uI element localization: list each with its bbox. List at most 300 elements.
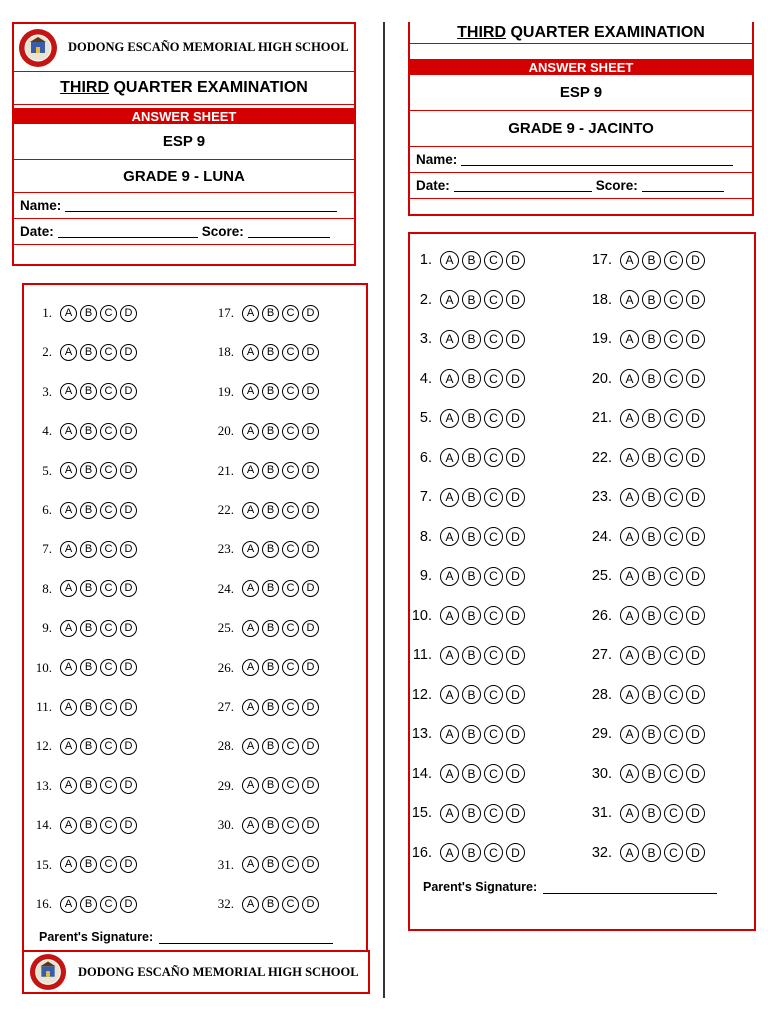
answer-bubble-d[interactable]: D <box>302 580 319 597</box>
answer-bubble-a[interactable]: A <box>620 290 639 309</box>
question-number: 21. <box>591 410 612 426</box>
answer-bubble-b[interactable]: B <box>80 896 97 913</box>
answer-bubble-a[interactable]: A <box>242 344 259 361</box>
answer-bubble-c[interactable]: C <box>484 567 503 586</box>
question-number: 2. <box>419 291 432 308</box>
answer-bubble-d[interactable]: D <box>686 567 705 586</box>
answer-bubble-a[interactable]: A <box>440 764 459 783</box>
answer-bubble-d[interactable]: D <box>686 330 705 349</box>
question-number: 8. <box>42 580 52 596</box>
right-gap-row <box>410 44 752 60</box>
answer-bubble-c[interactable]: C <box>282 620 299 637</box>
answer-bubble-a[interactable]: A <box>242 580 259 597</box>
answer-bubble-b[interactable]: B <box>462 804 481 823</box>
date-line[interactable] <box>58 225 198 238</box>
answer-bubble-d[interactable]: D <box>506 251 525 270</box>
answer-bubble-a[interactable]: A <box>60 502 77 519</box>
answer-bubble-c[interactable]: C <box>484 764 503 783</box>
answer-bubble-b[interactable]: B <box>462 290 481 309</box>
question-row <box>206 775 319 797</box>
answer-bubble-b[interactable]: B <box>80 738 97 755</box>
answer-bubble-c[interactable]: C <box>484 251 503 270</box>
answer-bubble-c[interactable]: C <box>664 448 683 467</box>
answer-bubble-c[interactable]: C <box>282 383 299 400</box>
answer-bubble-d[interactable]: D <box>506 527 525 546</box>
answer-bubble-b[interactable]: B <box>462 251 481 270</box>
answer-bubble-b[interactable]: B <box>80 383 97 400</box>
answer-bubble-d[interactable]: D <box>120 699 137 716</box>
answer-bubble-d[interactable]: D <box>686 369 705 388</box>
right-date-line[interactable] <box>454 179 592 192</box>
answer-bubble-a[interactable]: A <box>440 488 459 507</box>
answer-bubble-c[interactable]: C <box>282 856 299 873</box>
answer-bubble-b[interactable]: B <box>262 856 279 873</box>
answer-bubble-c[interactable]: C <box>100 777 117 794</box>
answer-bubble-a[interactable]: A <box>620 804 639 823</box>
answer-bubble-c[interactable]: C <box>100 344 117 361</box>
answer-bubble-b[interactable]: B <box>462 488 481 507</box>
question-row <box>584 368 705 390</box>
answer-bubble-b[interactable]: B <box>262 580 279 597</box>
answer-bubble-d[interactable]: D <box>120 502 137 519</box>
answer-bubble-d[interactable]: D <box>686 251 705 270</box>
answer-bubble-d[interactable]: D <box>506 488 525 507</box>
answer-bubble-c[interactable]: C <box>484 290 503 309</box>
answer-bubble-a[interactable]: A <box>242 896 259 913</box>
answer-bubble-a[interactable]: A <box>242 699 259 716</box>
answer-bubble-c[interactable]: C <box>664 764 683 783</box>
answer-bubble-a[interactable]: A <box>60 344 77 361</box>
answer-bubble-a[interactable]: A <box>620 764 639 783</box>
answer-bubble-a[interactable]: A <box>620 567 639 586</box>
answer-bubble-a[interactable]: A <box>440 606 459 625</box>
answer-bubble-a[interactable]: A <box>242 383 259 400</box>
answer-bubble-d[interactable]: D <box>506 330 525 349</box>
answer-bubble-d[interactable]: D <box>686 488 705 507</box>
answer-bubble-c[interactable]: C <box>664 685 683 704</box>
answer-bubble-a[interactable]: A <box>60 699 77 716</box>
answer-bubble-a[interactable]: A <box>620 330 639 349</box>
answer-bubble-b[interactable]: B <box>80 462 97 479</box>
answer-bubble-c[interactable]: C <box>484 488 503 507</box>
answer-bubble-d[interactable]: D <box>686 409 705 428</box>
answer-bubble-d[interactable]: D <box>302 462 319 479</box>
answer-bubble-c[interactable]: C <box>282 305 299 322</box>
answer-bubble-c[interactable]: C <box>100 580 117 597</box>
answer-bubble-d[interactable]: D <box>302 620 319 637</box>
answer-bubble-d[interactable]: D <box>506 646 525 665</box>
answer-bubble-b[interactable]: B <box>262 541 279 558</box>
answer-bubble-b[interactable]: B <box>462 448 481 467</box>
answer-bubble-a[interactable]: A <box>620 251 639 270</box>
answer-bubble-c[interactable]: C <box>100 738 117 755</box>
answer-bubble-d[interactable]: D <box>302 659 319 676</box>
answer-bubble-c[interactable]: C <box>484 448 503 467</box>
answer-bubble-d[interactable]: D <box>120 817 137 834</box>
question-number: 20. <box>591 370 612 387</box>
question-row <box>404 684 525 706</box>
answer-bubble-b[interactable]: B <box>262 305 279 322</box>
answer-bubble-b[interactable]: B <box>80 305 97 322</box>
answer-bubble-b[interactable]: B <box>80 423 97 440</box>
answer-bubble-b[interactable]: B <box>642 567 661 586</box>
answer-bubble-a[interactable]: A <box>440 685 459 704</box>
answer-bubbles <box>60 305 137 322</box>
answer-bubble-b[interactable]: B <box>262 659 279 676</box>
answer-bubble-d[interactable]: D <box>686 646 705 665</box>
answer-bubble-d[interactable]: D <box>120 305 137 322</box>
answer-bubble-d[interactable]: D <box>686 448 705 467</box>
answer-bubble-d[interactable]: D <box>686 764 705 783</box>
answer-bubble-d[interactable]: D <box>120 423 137 440</box>
answer-bubble-a[interactable]: A <box>440 567 459 586</box>
answer-bubble-c[interactable]: C <box>100 423 117 440</box>
answer-bubble-c[interactable]: C <box>484 409 503 428</box>
answer-bubble-a[interactable]: A <box>620 843 639 862</box>
answer-bubble-d[interactable]: D <box>120 620 137 637</box>
answer-bubble-a[interactable]: A <box>440 251 459 270</box>
answer-bubble-a[interactable]: A <box>60 383 77 400</box>
answer-bubble-c[interactable]: C <box>282 777 299 794</box>
answer-bubble-d[interactable]: D <box>506 804 525 823</box>
answer-bubble-d[interactable]: D <box>506 606 525 625</box>
answer-bubble-d[interactable]: D <box>506 843 525 862</box>
answer-bubble-b[interactable]: B <box>80 502 97 519</box>
answer-bubble-b[interactable]: B <box>462 369 481 388</box>
right-signature-line[interactable] <box>543 881 717 894</box>
answer-bubble-b[interactable]: B <box>80 541 97 558</box>
name-line[interactable] <box>65 199 337 212</box>
answer-bubble-d[interactable]: D <box>506 448 525 467</box>
answer-bubble-a[interactable]: A <box>620 369 639 388</box>
answer-bubble-a[interactable]: A <box>242 659 259 676</box>
answer-bubble-a[interactable]: A <box>60 423 77 440</box>
answer-bubble-c[interactable]: C <box>100 541 117 558</box>
answer-bubble-b[interactable]: B <box>462 409 481 428</box>
answer-bubble-b[interactable]: B <box>642 646 661 665</box>
answer-bubble-a[interactable]: A <box>242 620 259 637</box>
answer-bubble-d[interactable]: D <box>506 409 525 428</box>
answer-bubble-b[interactable]: B <box>462 843 481 862</box>
answer-bubble-b[interactable]: B <box>462 764 481 783</box>
answer-bubble-a[interactable]: A <box>620 448 639 467</box>
answer-bubble-c[interactable]: C <box>100 659 117 676</box>
answer-bubble-c[interactable]: C <box>282 896 299 913</box>
question-number: 4. <box>42 423 52 439</box>
answer-bubbles <box>440 330 525 349</box>
answer-bubble-b[interactable]: B <box>80 659 97 676</box>
answer-bubble-c[interactable]: C <box>484 685 503 704</box>
answer-bubble-b[interactable]: B <box>462 567 481 586</box>
answer-bubble-c[interactable]: C <box>484 527 503 546</box>
signature-line[interactable] <box>159 931 333 944</box>
answer-bubble-b[interactable]: B <box>642 804 661 823</box>
answer-bubble-b[interactable]: B <box>642 448 661 467</box>
answer-bubble-d[interactable]: D <box>506 685 525 704</box>
answer-bubble-a[interactable]: A <box>60 462 77 479</box>
answer-bubble-a[interactable]: A <box>620 409 639 428</box>
answer-bubble-c[interactable]: C <box>664 606 683 625</box>
answer-bubble-c[interactable]: C <box>484 804 503 823</box>
answer-bubble-b[interactable]: B <box>262 777 279 794</box>
answer-bubble-d[interactable]: D <box>302 541 319 558</box>
answer-bubble-b[interactable]: B <box>80 777 97 794</box>
answer-bubble-c[interactable]: C <box>664 567 683 586</box>
answer-bubble-a[interactable]: A <box>620 606 639 625</box>
answer-bubble-d[interactable]: D <box>120 777 137 794</box>
answer-bubble-a[interactable]: A <box>620 527 639 546</box>
answer-bubble-c[interactable]: C <box>282 580 299 597</box>
answer-bubble-b[interactable]: B <box>642 290 661 309</box>
answer-bubble-d[interactable]: D <box>686 527 705 546</box>
answer-bubble-b[interactable]: B <box>262 502 279 519</box>
score-label: Score: <box>201 224 244 239</box>
page-divider <box>383 22 385 998</box>
answer-bubble-d[interactable]: D <box>686 725 705 744</box>
answer-bubble-b[interactable]: B <box>462 606 481 625</box>
answer-bubble-a[interactable]: A <box>60 738 77 755</box>
answer-bubble-a[interactable]: A <box>620 685 639 704</box>
answer-bubble-a[interactable]: A <box>242 777 259 794</box>
answer-bubble-a[interactable]: A <box>242 541 259 558</box>
answer-bubble-d[interactable]: D <box>302 423 319 440</box>
answer-bubble-a[interactable]: A <box>242 423 259 440</box>
answer-bubble-c[interactable]: C <box>100 699 117 716</box>
answer-bubble-a[interactable]: A <box>440 725 459 744</box>
answer-bubble-c[interactable]: C <box>100 305 117 322</box>
answer-bubble-c[interactable]: C <box>100 896 117 913</box>
answer-bubble-a[interactable]: A <box>440 290 459 309</box>
answer-bubble-c[interactable]: C <box>100 620 117 637</box>
answer-bubble-b[interactable]: B <box>642 488 661 507</box>
answer-bubble-b[interactable]: B <box>642 725 661 744</box>
answer-bubble-d[interactable]: D <box>686 685 705 704</box>
answer-bubble-d[interactable]: D <box>686 843 705 862</box>
question-number: 28. <box>591 686 612 703</box>
answer-bubble-d[interactable]: D <box>506 725 525 744</box>
answer-bubble-b[interactable]: B <box>642 843 661 862</box>
answer-bubble-b[interactable]: B <box>80 699 97 716</box>
answer-bubble-d[interactable]: D <box>120 659 137 676</box>
answer-bubble-a[interactable]: A <box>620 725 639 744</box>
answer-bubble-c[interactable]: C <box>484 843 503 862</box>
answer-bubble-b[interactable]: B <box>642 527 661 546</box>
question-row <box>206 499 319 521</box>
answer-bubble-c[interactable]: C <box>664 843 683 862</box>
answer-bubble-d[interactable]: D <box>686 804 705 823</box>
answer-bubble-d[interactable]: D <box>302 502 319 519</box>
answer-bubble-d[interactable]: D <box>120 541 137 558</box>
answer-bubble-b[interactable]: B <box>462 725 481 744</box>
exam-title <box>14 72 354 105</box>
answer-bubble-d[interactable]: D <box>120 580 137 597</box>
right-date-label: Date: <box>416 178 450 193</box>
answer-bubbles <box>440 804 525 823</box>
answer-bubble-a[interactable]: A <box>60 817 77 834</box>
answer-bubble-a[interactable]: A <box>242 462 259 479</box>
school-name: DODONG ESCAÑO MEMORIAL HIGH SCHOOL <box>68 40 349 54</box>
answer-bubble-a[interactable]: A <box>620 646 639 665</box>
answer-bubble-a[interactable]: A <box>60 896 77 913</box>
right-score-line[interactable] <box>642 179 724 192</box>
answer-bubble-c[interactable]: C <box>664 646 683 665</box>
answer-bubble-c[interactable]: C <box>282 738 299 755</box>
answer-bubble-c[interactable]: C <box>664 330 683 349</box>
answer-bubble-c[interactable]: C <box>100 856 117 873</box>
score-line[interactable] <box>248 225 330 238</box>
answer-bubble-a[interactable]: A <box>242 856 259 873</box>
answer-bubble-c[interactable]: C <box>664 725 683 744</box>
answer-bubble-c[interactable]: C <box>100 462 117 479</box>
answer-bubble-b[interactable]: B <box>642 606 661 625</box>
answer-bubble-b[interactable]: B <box>642 330 661 349</box>
answer-bubble-b[interactable]: B <box>642 685 661 704</box>
question-row <box>404 368 525 390</box>
answer-bubble-a[interactable]: A <box>440 409 459 428</box>
answer-bubble-d[interactable]: D <box>302 344 319 361</box>
answer-bubble-b[interactable]: B <box>262 896 279 913</box>
answer-bubble-a[interactable]: A <box>440 448 459 467</box>
answer-bubble-c[interactable]: C <box>664 251 683 270</box>
answer-bubbles <box>60 344 137 361</box>
answer-bubble-c[interactable]: C <box>664 409 683 428</box>
answer-bubble-c[interactable]: C <box>282 541 299 558</box>
answer-bubble-d[interactable]: D <box>686 606 705 625</box>
answer-bubble-c[interactable]: C <box>282 699 299 716</box>
answer-bubble-a[interactable]: A <box>60 305 77 322</box>
answer-bubble-c[interactable]: C <box>664 369 683 388</box>
answer-bubble-c[interactable]: C <box>664 488 683 507</box>
answer-bubble-d[interactable]: D <box>302 817 319 834</box>
answer-bubble-c[interactable]: C <box>484 369 503 388</box>
answer-bubbles <box>440 685 525 704</box>
answer-bubble-b[interactable]: B <box>642 251 661 270</box>
answer-bubble-d[interactable]: D <box>506 764 525 783</box>
answer-bubble-b[interactable]: B <box>262 383 279 400</box>
answer-bubble-c[interactable]: C <box>484 725 503 744</box>
answer-bubble-a[interactable]: A <box>440 804 459 823</box>
answer-bubble-b[interactable]: B <box>642 764 661 783</box>
answer-bubble-b[interactable]: B <box>642 409 661 428</box>
answer-bubble-c[interactable]: C <box>484 606 503 625</box>
answer-bubble-a[interactable]: A <box>60 659 77 676</box>
answer-bubble-d[interactable]: D <box>302 777 319 794</box>
answer-bubble-a[interactable]: A <box>620 488 639 507</box>
answer-bubble-d[interactable]: D <box>506 567 525 586</box>
answer-bubble-d[interactable]: D <box>302 699 319 716</box>
question-number: 11. <box>412 647 432 663</box>
answer-bubble-b[interactable]: B <box>80 817 97 834</box>
answer-bubble-d[interactable]: D <box>302 856 319 873</box>
answer-bubble-a[interactable]: A <box>242 502 259 519</box>
answer-bubble-c[interactable]: C <box>664 527 683 546</box>
answer-bubble-d[interactable]: D <box>120 462 137 479</box>
answer-bubble-c[interactable]: C <box>282 817 299 834</box>
answer-bubble-d[interactable]: D <box>120 896 137 913</box>
answer-bubble-b[interactable]: B <box>80 344 97 361</box>
right-signature <box>423 880 721 894</box>
answer-bubble-c[interactable]: C <box>664 804 683 823</box>
answer-bubble-a[interactable]: A <box>60 777 77 794</box>
answer-bubble-b[interactable]: B <box>462 685 481 704</box>
answer-bubble-a[interactable]: A <box>60 541 77 558</box>
question-row <box>24 538 137 560</box>
answer-bubble-d[interactable]: D <box>686 290 705 309</box>
answer-bubble-d[interactable]: D <box>302 738 319 755</box>
answer-bubble-b[interactable]: B <box>80 620 97 637</box>
answer-bubble-c[interactable]: C <box>484 646 503 665</box>
answer-bubble-a[interactable]: A <box>242 305 259 322</box>
answer-bubble-d[interactable]: D <box>302 305 319 322</box>
answer-bubble-d[interactable]: D <box>120 738 137 755</box>
answer-bubble-c[interactable]: C <box>100 817 117 834</box>
answer-bubble-d[interactable]: D <box>120 344 137 361</box>
answer-bubble-a[interactable]: A <box>440 843 459 862</box>
answer-bubble-d[interactable]: D <box>120 383 137 400</box>
answer-bubble-b[interactable]: B <box>262 423 279 440</box>
answer-bubble-a[interactable]: A <box>440 330 459 349</box>
answer-bubble-a[interactable]: A <box>60 620 77 637</box>
answer-bubbles <box>440 369 525 388</box>
right-name-line[interactable] <box>461 153 733 166</box>
answer-bubble-c[interactable]: C <box>282 423 299 440</box>
answer-bubble-d[interactable]: D <box>506 290 525 309</box>
answer-bubble-b[interactable]: B <box>262 462 279 479</box>
question-row <box>404 249 525 271</box>
answer-bubble-b[interactable]: B <box>462 646 481 665</box>
answer-bubble-a[interactable]: A <box>60 856 77 873</box>
school-seal-icon <box>28 953 68 991</box>
answer-bubble-c[interactable]: C <box>100 383 117 400</box>
answer-bubble-c[interactable]: C <box>664 290 683 309</box>
answer-bubble-d[interactable]: D <box>302 896 319 913</box>
answer-bubble-a[interactable]: A <box>242 738 259 755</box>
answer-bubble-b[interactable]: B <box>262 344 279 361</box>
question-row <box>24 854 137 876</box>
answer-bubble-a[interactable]: A <box>60 580 77 597</box>
answer-bubble-c[interactable]: C <box>282 344 299 361</box>
question-row <box>24 381 137 403</box>
answer-bubbles <box>440 448 525 467</box>
answer-bubbles <box>440 725 525 744</box>
answer-bubble-a[interactable]: A <box>440 527 459 546</box>
answer-bubble-d[interactable]: D <box>120 856 137 873</box>
answer-bubble-b[interactable]: B <box>262 817 279 834</box>
answer-bubble-d[interactable]: D <box>506 369 525 388</box>
answer-bubble-c[interactable]: C <box>100 502 117 519</box>
answer-bubble-c[interactable]: C <box>282 462 299 479</box>
answer-bubble-b[interactable]: B <box>642 369 661 388</box>
question-row <box>206 617 319 639</box>
answer-bubble-c[interactable]: C <box>484 330 503 349</box>
answer-bubble-b[interactable]: B <box>80 580 97 597</box>
question-number: 17. <box>217 305 234 320</box>
answer-bubble-c[interactable]: C <box>282 502 299 519</box>
answer-bubble-b[interactable]: B <box>262 620 279 637</box>
answer-bubble-b[interactable]: B <box>262 738 279 755</box>
answer-bubble-a[interactable]: A <box>440 369 459 388</box>
answer-bubble-b[interactable]: B <box>262 699 279 716</box>
answer-bubble-b[interactable]: B <box>462 330 481 349</box>
answer-bubble-b[interactable]: B <box>462 527 481 546</box>
question-number: 27. <box>217 699 234 714</box>
answer-bubble-b[interactable]: B <box>80 856 97 873</box>
question-row <box>584 565 705 587</box>
answer-bubble-c[interactable]: C <box>282 659 299 676</box>
answer-bubble-d[interactable]: D <box>302 383 319 400</box>
answer-bubble-a[interactable]: A <box>440 646 459 665</box>
answer-bubble-a[interactable]: A <box>242 817 259 834</box>
